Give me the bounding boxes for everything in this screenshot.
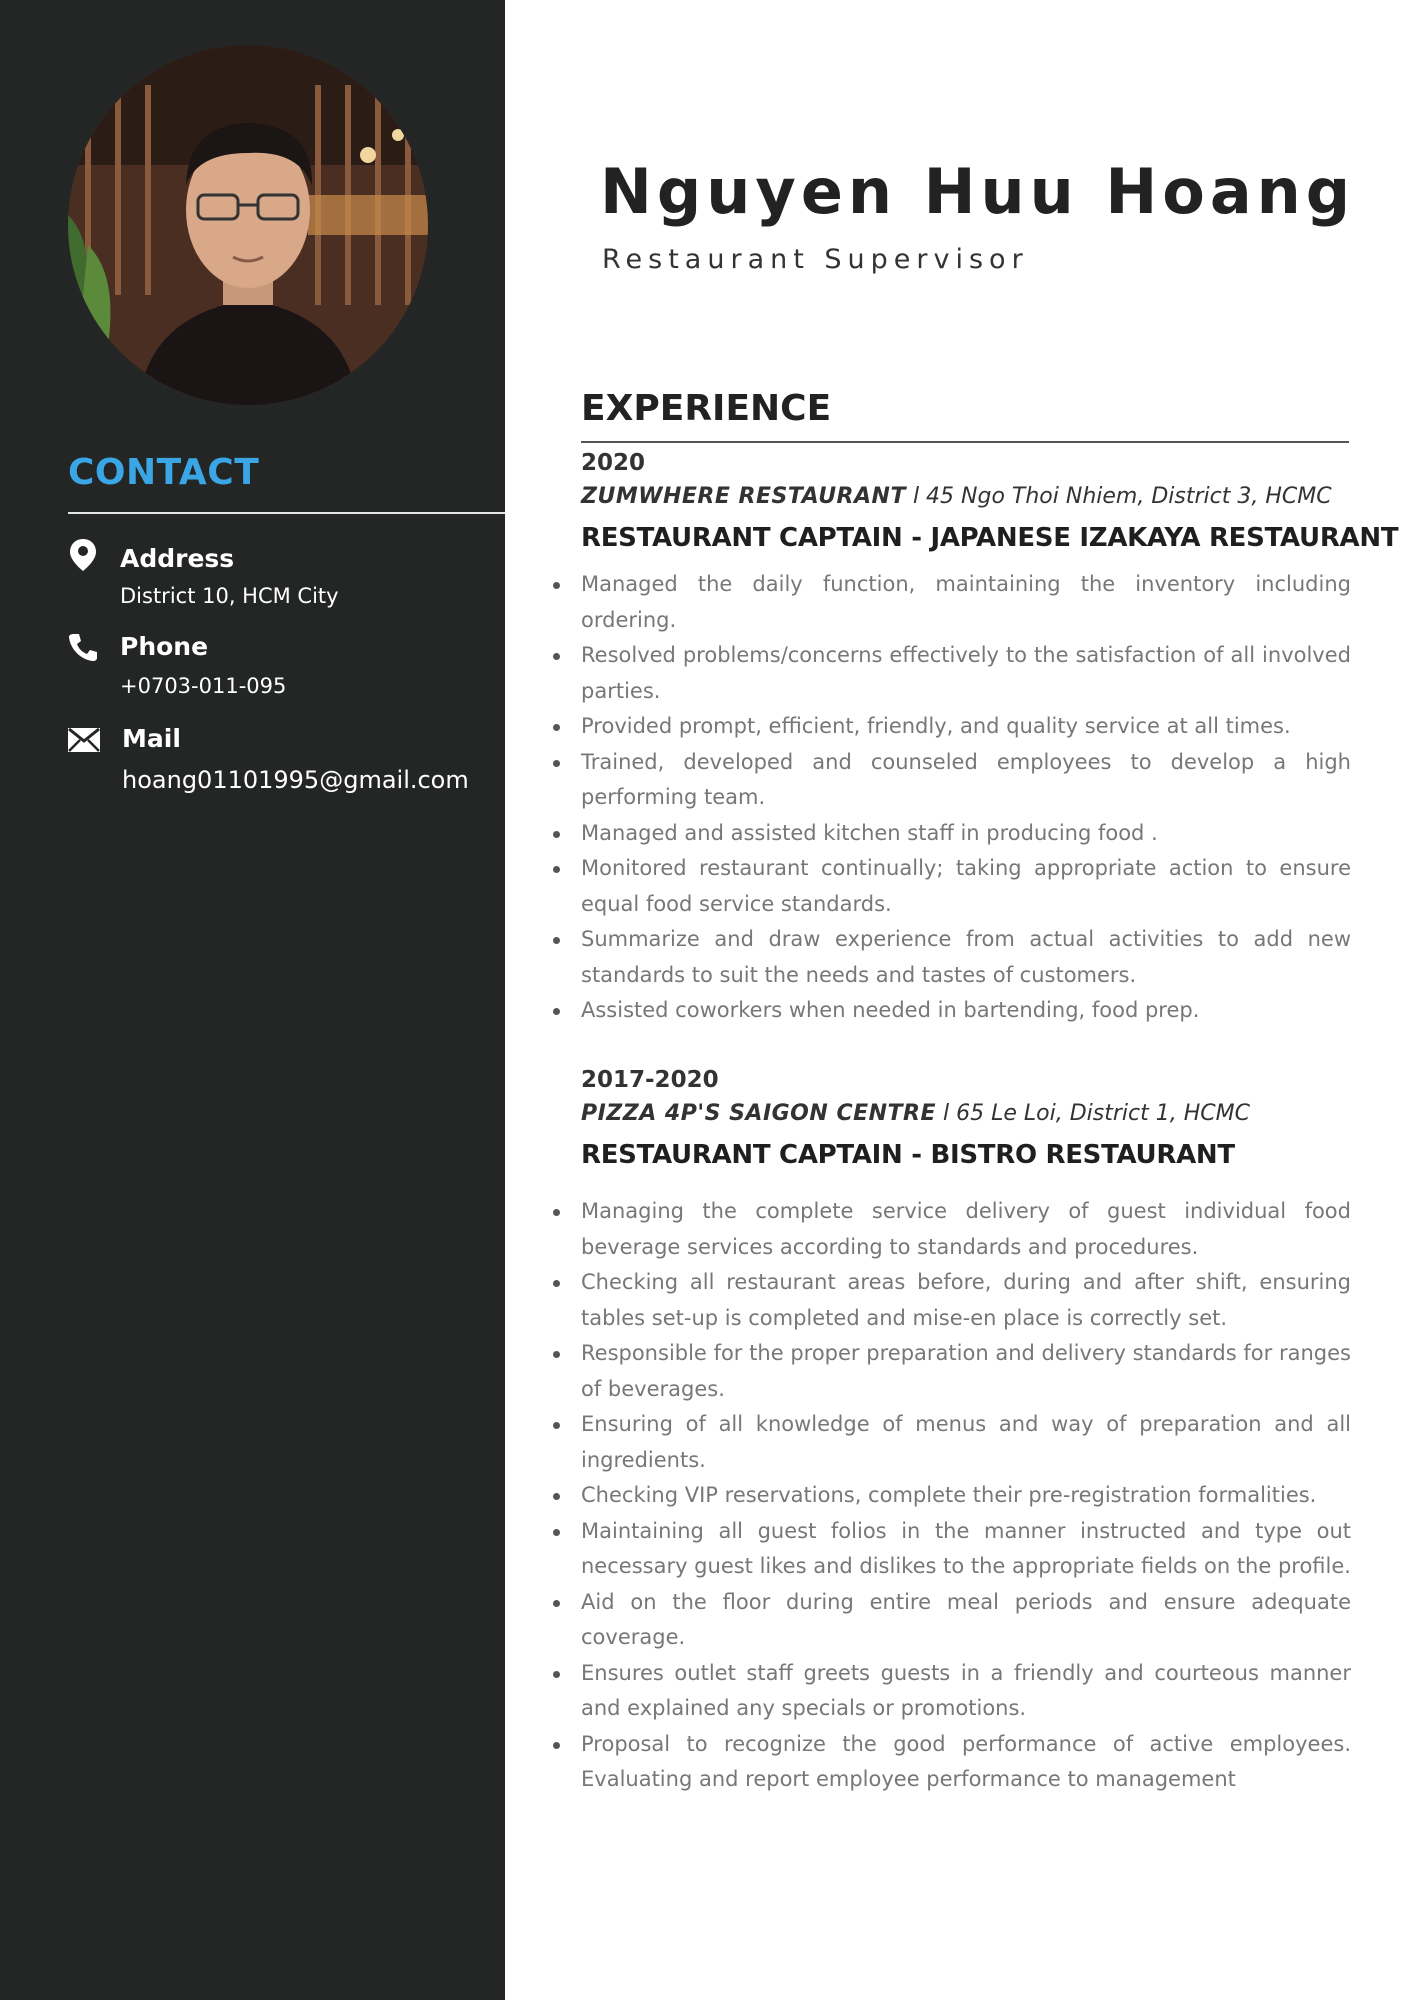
list-item: Assisted coworkers when needed in bartending, food prep. xyxy=(581,993,1351,1029)
job-year: 2017-2020 xyxy=(581,1067,719,1093)
job-entry xyxy=(581,450,1399,1029)
mail-value: hoang01101995@gmail.com xyxy=(122,766,469,794)
contact-divider xyxy=(68,512,505,514)
list-item: Maintaining all guest folios in the manner instructed and type out necessary guest likes and dislikes to the appropriate fields on the profile. xyxy=(581,1514,1351,1585)
job-bullets xyxy=(581,567,1351,1029)
phone-label: Phone xyxy=(120,632,209,661)
candidate-name: Nguyen Huu Hoang xyxy=(600,155,1356,228)
job-location: l 45 Ngo Thoi Nhiem, District 3, HCMC xyxy=(905,484,1332,509)
job-title: RESTAURANT CAPTAIN - BISTRO RESTAURANT xyxy=(581,1140,1235,1170)
list-item: Resolved problems/concerns effectively to the satisfaction of all involved parties. xyxy=(581,638,1351,709)
envelope-icon xyxy=(68,724,98,758)
list-item: Checking VIP reservations, complete their pre-registration formalities. xyxy=(581,1478,1351,1514)
list-item: Managing the complete service delivery of guest individual food beverage services according to standards and procedures. xyxy=(581,1194,1351,1265)
job-bullets xyxy=(581,1194,1351,1798)
job-employer: PIZZA 4P'S SAIGON CENTRE xyxy=(581,1101,937,1126)
list-item: Proposal to recognize the good performance of active employees. Evaluating and report employee performance to management xyxy=(581,1727,1351,1798)
list-item: Ensures outlet staff greets guests in a friendly and courteous manner and explained any specials or promotions. xyxy=(581,1656,1351,1727)
sidebar xyxy=(0,0,505,2000)
list-item: Ensuring of all knowledge of menus and way of preparation and all ingredients. xyxy=(581,1407,1351,1478)
list-item: Trained, developed and counseled employees to develop a high performing team. xyxy=(581,745,1351,816)
list-item: Summarize and draw experience from actual activities to add new standards to suit the needs and tastes of customers. xyxy=(581,922,1351,993)
list-item: Responsible for the proper preparation and delivery standards for ranges of beverages. xyxy=(581,1336,1351,1407)
job-year: 2020 xyxy=(581,450,646,476)
phone-icon xyxy=(68,632,98,666)
list-item: Checking all restaurant areas before, during and after shift, ensuring tables set-up is completed and mise-en place is correctly set. xyxy=(581,1265,1351,1336)
contact-heading: CONTACT xyxy=(68,452,260,493)
candidate-role: Restaurant Supervisor xyxy=(602,244,1029,275)
list-item: Aid on the floor during entire meal periods and ensure adequate coverage. xyxy=(581,1585,1351,1656)
job-employer: ZUMWHERE RESTAURANT xyxy=(581,484,906,509)
job-location: l 65 Le Loi, District 1, HCMC xyxy=(936,1101,1250,1126)
profile-photo xyxy=(68,45,428,405)
job-employer-line xyxy=(581,1101,1351,1126)
job-entry xyxy=(581,1067,1351,1798)
address-label: Address xyxy=(120,544,235,573)
map-pin-icon xyxy=(68,538,98,572)
experience-divider xyxy=(581,441,1349,443)
experience-heading: EXPERIENCE xyxy=(581,388,832,429)
list-item: Monitored restaurant continually; taking appropriate action to ensure equal food service standards. xyxy=(581,851,1351,922)
list-item: Provided prompt, efficient, friendly, and quality service at all times. xyxy=(581,709,1351,745)
mail-label: Mail xyxy=(122,724,181,753)
job-employer-line xyxy=(581,484,1351,509)
job-title: RESTAURANT CAPTAIN - JAPANESE IZAKAYA RESTAURANT xyxy=(581,523,1399,553)
main-content xyxy=(505,0,1414,2000)
list-item: Managed and assisted kitchen staff in producing food . xyxy=(581,816,1351,852)
phone-value: +0703-011-095 xyxy=(120,674,287,698)
address-value: District 10, HCM City xyxy=(120,584,339,608)
list-item: Managed the daily function, maintaining the inventory including ordering. xyxy=(581,567,1351,638)
